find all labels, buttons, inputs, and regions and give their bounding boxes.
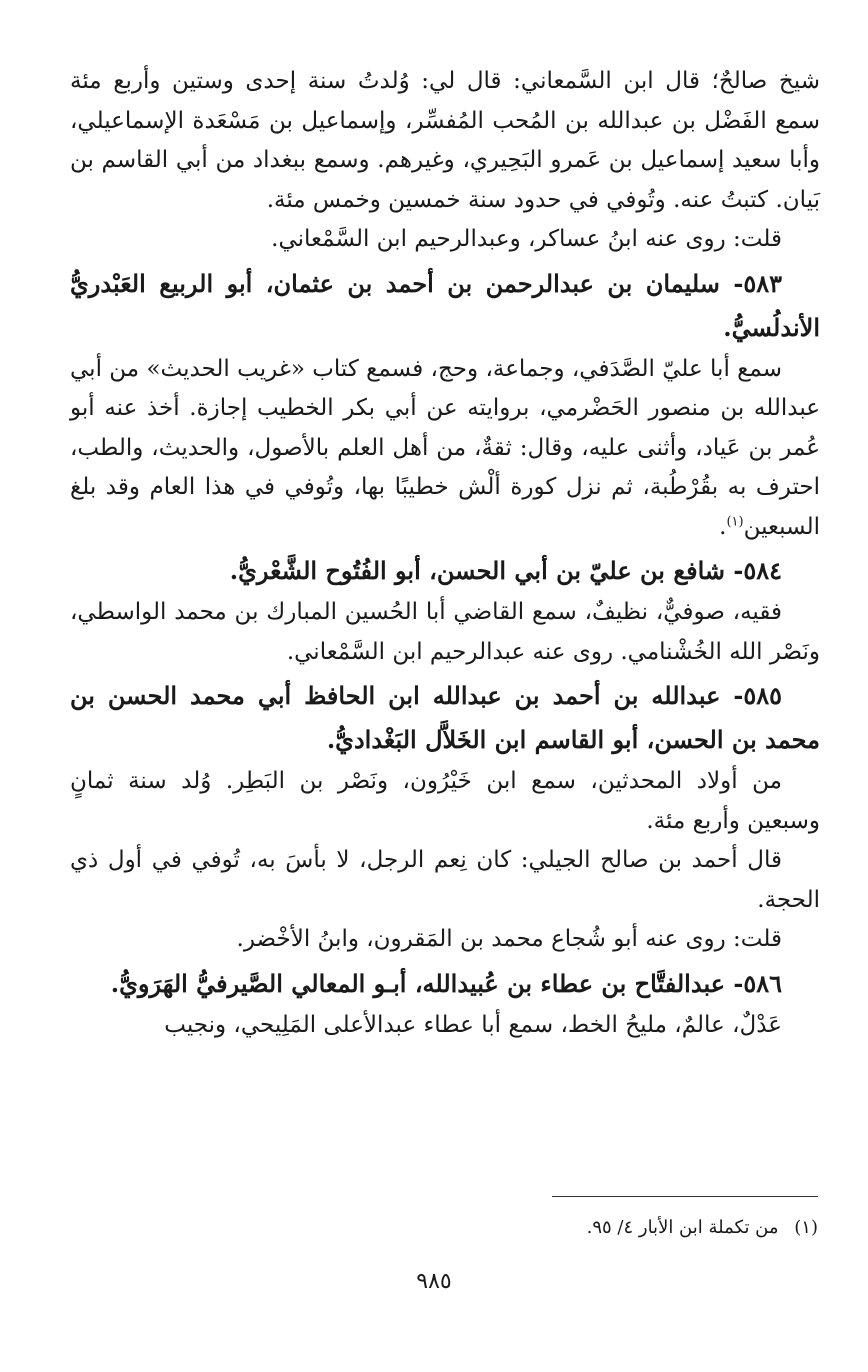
footnote-divider <box>552 1196 818 1197</box>
entry-heading: ٥٨٦- عبدالفتَّاح بن عطاء بن عُبيدالله، أبـو المعالي الصَّيرفيُّ الهَرَويُّ. <box>110 968 782 998</box>
paragraph <box>70 350 820 548</box>
paragraph: فقيه، صوفيٌّ، نظيفٌ، سمع القاضي أبا الحُسين المبارك بن محمد الواسطي، ونَصْر الله الخُشْنامي. روى عنه عبدالرحيم ابن السَّمْعاني. <box>70 599 820 665</box>
paragraph: قال أحمد بن صالح الجيلي: كان نِعم الرجل، لا بأسَ به، تُوفي في أول ذي الحجة. <box>70 847 820 913</box>
page-body <box>70 62 820 1045</box>
paragraph-end: . <box>719 513 727 540</box>
entry-heading: ٥٨٥- عبدالله بن أحمد بن عبدالله ابن الحافظ أبي محمد الحسن بن محمد بن الحسن، أبو القاسم ابن الخَلاَّل البَغْداديُّ. <box>70 681 820 754</box>
paragraph: قلت: روى عنه ابنُ عساكر، وعبدالرحيم ابن السَّمْعاني. <box>271 226 782 252</box>
page-number: ٩٨٥ <box>416 1269 452 1294</box>
paragraph: عَدْلٌ، عالمٌ، مليحُ الخط، سمع أبا عطاء عبدالأعلى المَلِيحي، ونجيب <box>164 1011 782 1038</box>
entry-heading: ٥٨٤- شافع بن عليّ بن أبي الحسن، أبو الفُتُوح الشَّعْريُّ. <box>229 556 782 585</box>
paragraph: قلت: روى عنه أبو شُجاع محمد بن المَقرون، وابنُ الأخْضر. <box>236 926 782 952</box>
paragraph: من أولاد المحدثين، سمع ابن خَيْرُون، ونَصْر بن البَطِر. وُلد سنة ثمانٍ وسبعين وأربع مئة. <box>70 768 820 834</box>
paragraph: شيخ صالحٌ؛ قال ابن السَّمعاني: قال لي: وُلدتُ سنة إحدى وستين وأربع مئة سمع الفَضْل بن عبدالله بن المُحب المُفسِّر، وإسماعيل بن مَسْعَدة الإسماعيلي، وأبا سعيد إسماعيل بن عَمرو البَحِيري، وغيرهم. وسمع ببغداد من أبي القاسم بن بَيان. كتبتُ عنه. وتُوفي في حدود سنة خمسين وخمس مئة. <box>70 68 820 213</box>
footnote-text: من تكملة ابن الأبار ٤/ ٩٥. <box>586 1217 779 1238</box>
footnote-number: (١) <box>794 1217 818 1238</box>
footnote-reference: (١) <box>726 513 744 529</box>
footnote <box>68 1214 818 1242</box>
entry-heading: ٥٨٣- سليمان بن عبدالرحمن بن أحمد بن عثمان، أبو الربيع العَبْدريُّ الأندلُسيُّ. <box>70 268 820 342</box>
paragraph-text: سمع أبا عليّ الصَّدَفي، وجماعة، وحج، فسمع كتاب «غريب الحديث» من أبي عبدالله بن منصور الحَضْرمي، بروايته عن أبي بكر الخطيب إجازة. أخذ عنه أبو عُمر بن عَياد، وأثنى عليه، وقال: ثقةٌ، من أهل العلم بالأصول، والحديث، والطب، احترف به بقُرْطُبة، ثم نزل كورة ألْش خطيبًا بها، وتُوفي في هذا العام وقد بلغ السبعين <box>70 355 820 540</box>
